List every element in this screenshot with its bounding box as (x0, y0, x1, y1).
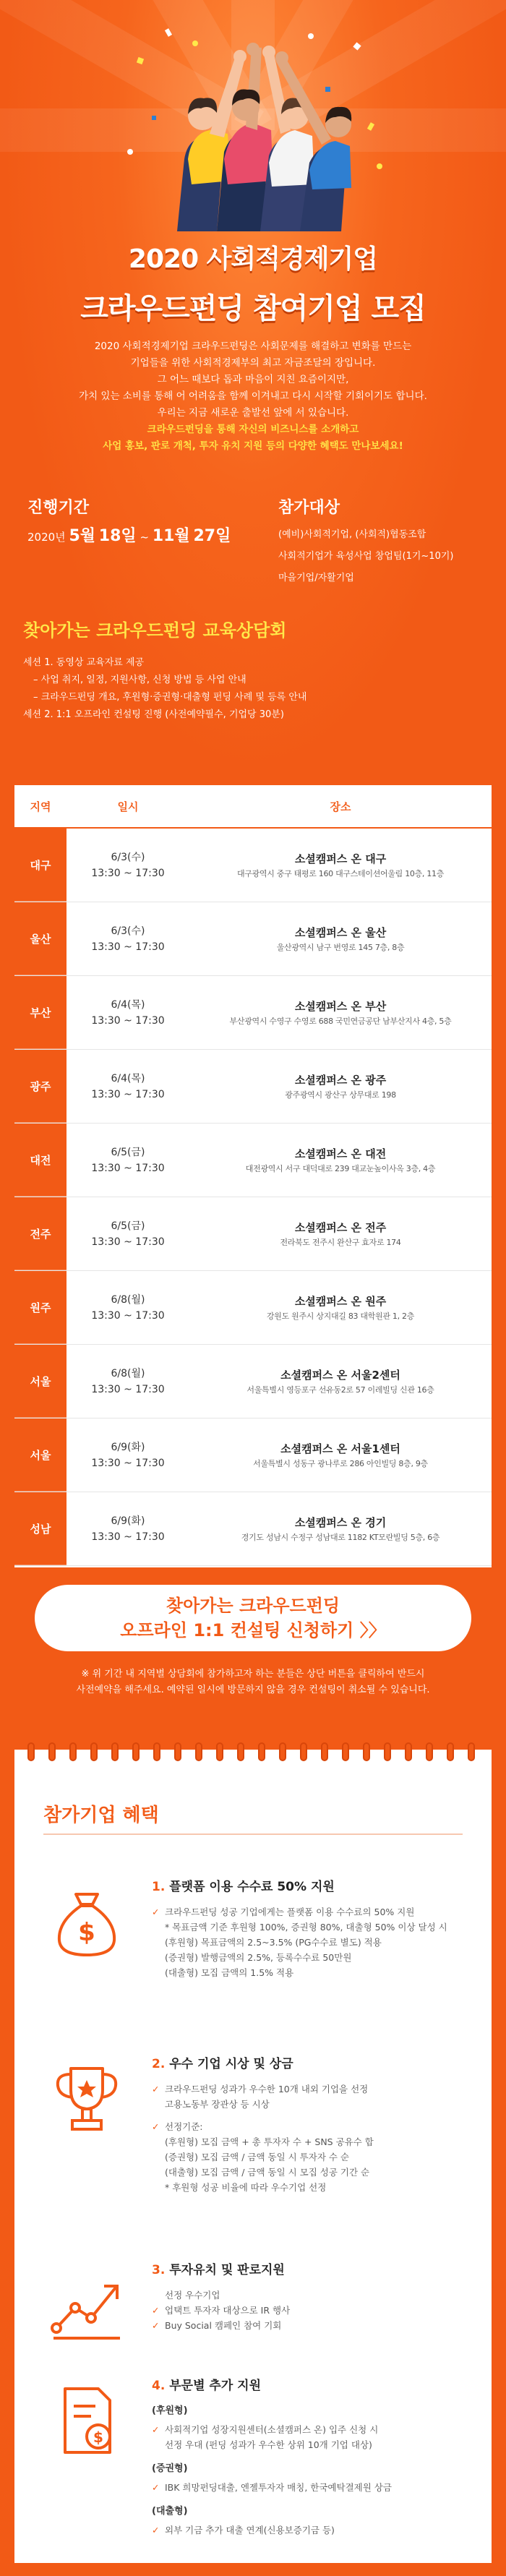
benefit-group-label: (증권형) (152, 2463, 188, 2474)
place-cell (189, 902, 492, 975)
place-cell (189, 1492, 492, 1565)
intro-line: 그 어느 때보다 돕과 마음이 지친 요즘이지만, (157, 374, 349, 385)
datetime-cell (67, 829, 189, 902)
region-cell: 전주 (14, 1197, 67, 1270)
period-value (27, 523, 231, 546)
benefit-title: 부문별 추가 지원 (169, 2379, 262, 2393)
education-session2: 세션 2. 1:1 오프라인 컨설팅 진행 (사전예약필수, 기업당 30분) (23, 709, 284, 720)
datetime-cell (67, 1492, 189, 1565)
binder-ring (405, 1742, 412, 1761)
benefit-line: 고용노동부 장관상 등 시상 (165, 2099, 270, 2110)
place-cell (189, 1345, 492, 1418)
intro-highlight: 사업 홍보, 판로 개척, 투자 유치 지원 등의 다양한 혜택도 만나보세요! (103, 440, 403, 452)
consulting-apply-button[interactable] (35, 1585, 471, 1651)
datetime-cell (67, 1197, 189, 1270)
binder-rings (27, 1742, 479, 1764)
place-name: 소셜캠퍼스 온 대구 (294, 852, 387, 865)
intro-line: 가치 있는 소비를 통해 어 어려움을 함께 이겨내고 다시 시작할 기회이기도 합니다. (79, 390, 427, 402)
table-row (14, 1492, 492, 1566)
place-name: 소셜캠퍼스 온 원주 (294, 1294, 387, 1308)
place-address: 서울특별시 영등포구 선유동2로 57 이레빌딩 신관 16층 (246, 1385, 434, 1395)
place-name: 소셜캠퍼스 온 부산 (294, 999, 387, 1013)
benefit-line: 선정 우수기업 (165, 2290, 220, 2301)
place-address: 서울특별시 성동구 광나루로 286 아인빌딩 8층, 9층 (253, 1458, 428, 1468)
place-address: 강원도 원주시 상지대길 83 대학원관 1, 2층 (266, 1311, 415, 1321)
time-text: 13:30 ~ 17:30 (91, 1088, 165, 1100)
benefit-number: 4. (152, 2379, 166, 2393)
intro-highlight: 크라우드펀딩을 통해 자신의 비즈니스를 소개하고 (147, 424, 359, 435)
trophy-icon (43, 2055, 130, 2142)
table-row (14, 1271, 492, 1345)
table-row (14, 1418, 492, 1492)
benefit-line: (대출형) 모집 금액 / 금액 동일 시 모집 성공 기간 순 (165, 2167, 370, 2178)
target-heading: 참가대상 (278, 499, 340, 517)
benefit-title: 투자유치 및 판로지원 (169, 2263, 285, 2277)
time-text: 13:30 ~ 17:30 (91, 1162, 165, 1174)
table-row (14, 902, 492, 976)
column-header-region: 지역 (30, 800, 51, 813)
period-heading: 진행기간 (27, 499, 90, 517)
binder-ring (174, 1742, 181, 1761)
time-text: 13:30 ~ 17:30 (91, 867, 165, 879)
divider (43, 1833, 463, 1835)
binder-ring (384, 1742, 391, 1761)
binder-ring (153, 1742, 160, 1761)
binder-ring (48, 1742, 56, 1761)
datetime-cell (67, 902, 189, 975)
benefit-line: * 목표금액 기준 후원형 100%, 증권형 80%, 대출형 50% 이상 달성 시 (165, 1922, 447, 1933)
binder-ring (342, 1742, 349, 1761)
place-cell (189, 1271, 492, 1344)
time-text: 13:30 ~ 17:30 (91, 1457, 165, 1469)
benefit-number: 1. (152, 1880, 166, 1894)
period-end-month: 11월 (152, 527, 190, 545)
binder-ring (363, 1742, 370, 1761)
table-row (14, 1197, 492, 1271)
datetime-cell (67, 1345, 189, 1418)
region-cell: 서울 (14, 1418, 67, 1492)
intro-line: 기업들을 위한 사회적경제부의 최고 자금조달의 장입니다. (130, 357, 376, 369)
place-address: 광주광역시 광산구 상무대로 198 (285, 1090, 396, 1100)
place-name: 소셜캠퍼스 온 대전 (294, 1147, 387, 1160)
target-item: 사회적기업가 육성사업 창업팀(1기~10기) (278, 551, 454, 562)
place-cell (189, 1050, 492, 1123)
time-text: 13:30 ~ 17:30 (91, 1383, 165, 1395)
place-name: 소셜캠퍼스 온 광주 (294, 1073, 387, 1087)
place-address: 대전광역시 서구 대덕대로 239 대교눈높이사옥 3층, 4층 (245, 1163, 436, 1173)
check-icon: ✓ (152, 1907, 160, 1917)
place-name: 소셜캠퍼스 온 울산 (294, 925, 387, 939)
region-cell: 원주 (14, 1271, 67, 1344)
region-cell: 서울 (14, 1345, 67, 1418)
reservation-notice (22, 1666, 484, 1698)
target-item: (예비)사회적기업, (사회적)협동조합 (278, 529, 426, 540)
benefit-line: (대출형) 모집 금액의 1.5% 적용 (165, 1967, 294, 1978)
benefit-details (152, 2480, 463, 2495)
binder-ring (237, 1742, 244, 1761)
table-row (14, 976, 492, 1050)
place-cell (189, 976, 492, 1049)
check-icon: ✓ (152, 2525, 160, 2536)
place-name: 소셜캠퍼스 온 경기 (294, 1515, 387, 1529)
place-address: 전라북도 전주시 완산구 효자로 174 (280, 1237, 401, 1247)
place-address: 경기도 성남시 수정구 성남대로 1182 KT모란빌딩 5층, 6층 (241, 1532, 440, 1542)
table-row (14, 829, 492, 902)
date-text: 6/3(수) (111, 851, 145, 863)
date-text: 6/8(월) (111, 1367, 145, 1379)
binder-ring (90, 1742, 98, 1761)
intro-line: 우리는 지금 새로운 출발선 앞에 서 있습니다. (157, 407, 349, 419)
binder-ring (27, 1742, 35, 1761)
place-address: 부산광역시 수영구 수영로 688 국민연금공단 남부산지사 4층, 5층 (229, 1016, 452, 1026)
check-icon: ✓ (152, 2084, 160, 2094)
datetime-cell (67, 976, 189, 1049)
people-highfive-illustration (108, 14, 398, 231)
benefit-details (152, 2081, 463, 2195)
benefit-line: ✓ 크라우드펀딩 성공 기업에게는 플랫폼 이용 수수료의 50% 지원 (152, 1904, 463, 1920)
binder-ring (279, 1742, 286, 1761)
place-cell (189, 1197, 492, 1270)
table-row (14, 1345, 492, 1418)
place-name: 소셜캠퍼스 온 서울2센터 (280, 1368, 400, 1382)
benefit-number: 2. (152, 2057, 166, 2071)
column-header-place: 장소 (330, 800, 351, 813)
period-end-day: 27일 (193, 527, 231, 545)
document-money-icon (43, 2377, 130, 2464)
cta-line2: 오프라인 1:1 컨설팅 신청하기 〉〉 (120, 1620, 386, 1640)
date-text: 6/4(목) (111, 1072, 145, 1084)
period-tilde: ~ (140, 531, 150, 544)
benefit-title: 우수 기업 시상 및 상금 (169, 2057, 293, 2071)
binder-ring (216, 1742, 223, 1761)
date-text: 6/9(화) (111, 1441, 145, 1453)
region-cell: 울산 (14, 902, 67, 975)
region-cell: 광주 (14, 1050, 67, 1123)
benefit-line: ✓ 업택트 투자자 대상으로 IR 행사 (152, 2303, 463, 2318)
benefit-details (152, 2422, 463, 2452)
binder-ring (69, 1742, 77, 1761)
binder-ring (300, 1742, 307, 1761)
schedule-table (14, 785, 492, 1567)
region-cell: 성남 (14, 1492, 67, 1565)
datetime-cell (67, 1271, 189, 1344)
education-heading: 찾아가는 크라우드펀딩 교육상담회 (23, 620, 287, 641)
benefit-line: ✓ 외부 기금 추가 대출 연계(신용보증기금 등) (152, 2522, 463, 2538)
benefit-number: 3. (152, 2263, 166, 2277)
binder-ring (426, 1742, 433, 1761)
svg-text:$: $ (93, 2429, 103, 2446)
page-title-line2: 크라우드펀딩 참여기업 모집 (80, 292, 426, 325)
page-title-line1: 2020 사회적경제기업 (128, 244, 378, 274)
intro-text (29, 338, 477, 455)
benefit-details (152, 2288, 463, 2333)
education-session1: 세션 1. 동영상 교육자료 제공 (23, 657, 145, 668)
time-text: 13:30 ~ 17:30 (91, 1014, 165, 1027)
binder-ring (321, 1742, 328, 1761)
time-text: 13:30 ~ 17:30 (91, 941, 165, 953)
region-cell: 대전 (14, 1124, 67, 1197)
place-name: 소셜캠퍼스 온 서울1센터 (280, 1442, 400, 1455)
education-body (23, 654, 486, 724)
time-text: 13:30 ~ 17:30 (91, 1531, 165, 1543)
time-text: 13:30 ~ 17:30 (91, 1309, 165, 1322)
money-bag-icon (43, 1878, 130, 1965)
date-text: 6/4(목) (111, 998, 145, 1011)
binder-ring (195, 1742, 202, 1761)
intro-line: 2020 사회적경제기업 크라우드펀딩은 사회문제를 해결하고 변화를 만드는 (94, 341, 412, 352)
benefit-details (152, 2522, 463, 2538)
target-item: 마을기업/자활기업 (278, 573, 354, 583)
education-session1-sub: – 사업 취지, 일정, 지원사항, 신청 방법 등 사업 안내 (33, 675, 246, 685)
datetime-cell (67, 1418, 189, 1492)
education-session1-sub: – 크라우드펀딩 개요, 후원형·증권형·대출형 펀딩 사례 및 등록 안내 (33, 692, 307, 703)
table-row (14, 1050, 492, 1124)
date-text: 6/9(화) (111, 1515, 145, 1527)
notice-line: 사전예약을 해주세요. 예약된 일시에 방문하지 않을 경우 컨설팅이 취소될 수 있습니다. (76, 1685, 430, 1695)
table-row (14, 1124, 492, 1197)
region-cell: 부산 (14, 976, 67, 1049)
benefit-line: (후원형) 모집 금액 + 총 투자자 수 + SNS 공유수 합 (165, 2136, 374, 2147)
check-icon: ✓ (152, 2424, 160, 2435)
table-body (14, 829, 492, 1566)
binder-ring (111, 1742, 119, 1761)
datetime-cell (67, 1050, 189, 1123)
benefits-heading: 참가기업 혜택 (43, 1805, 159, 1826)
svg-text:$: $ (78, 1918, 95, 1947)
benefit-title: 플랫폼 이용 수수료 50% 지원 (169, 1880, 335, 1894)
benefit-line: (증권형) 발행금액의 2.5%, 등록수수료 50만원 (165, 1952, 352, 1963)
benefit-line: (후원형) 목표금액의 2.5~3.5% (PG수수료 별도) 적용 (165, 1937, 382, 1948)
target-list (278, 524, 453, 589)
check-icon: ✓ (152, 2121, 160, 2132)
benefit-line: ✓ IBK 희망펀딩대출, 엔젤투자자 매칭, 한국예탁결제원 상금 (152, 2480, 463, 2495)
notice-line: ※ 위 기간 내 지역별 상담회에 참가하고자 하는 분들은 상단 버튼을 클릭하여 반드시 (81, 1669, 425, 1679)
place-cell (189, 1124, 492, 1197)
period-year: 2020년 (27, 531, 66, 544)
benefit-line: (증권형) 모집 금액 / 금액 동일 시 투자자 수 순 (165, 2152, 350, 2162)
place-address: 울산광역시 남구 번영로 145 7층, 8층 (276, 942, 405, 952)
benefit-line: * 후원형 성공 비율에 따라 우수기업 선정 (165, 2182, 327, 2193)
benefit-line: 선정 우대 (펀딩 성과가 우수한 상위 10개 기업 대상) (165, 2439, 372, 2450)
column-header-datetime: 일시 (117, 800, 139, 813)
date-text: 6/3(수) (111, 925, 145, 937)
place-name: 소셜캠퍼스 온 전주 (294, 1220, 387, 1234)
place-address: 대구광역시 중구 태평로 160 대구스테이션어울림 10층, 11층 (236, 868, 445, 878)
check-icon: ✓ (152, 2482, 160, 2493)
check-icon: ✓ (152, 2305, 160, 2316)
benefit-group-label: (후원형) (152, 2405, 188, 2416)
place-cell (189, 1418, 492, 1492)
benefit-line: ✓ 사회적기업 성장지원센터(소셜캠퍼스 온) 입주 신청 시 (152, 2422, 463, 2437)
table-header (14, 785, 492, 829)
binder-ring (468, 1742, 475, 1761)
period-start-month: 5월 (69, 527, 96, 545)
hero-section (0, 0, 506, 781)
benefit-group-label: (대출형) (152, 2506, 188, 2517)
benefit-line: ✓ 크라우드펀딩 성과가 우수한 10개 내외 기업을 선정 (152, 2081, 463, 2097)
time-text: 13:30 ~ 17:30 (91, 1236, 165, 1248)
growth-chart-icon (43, 2262, 130, 2348)
cta-line1: 찾아가는 크라우드펀딩 (166, 1596, 340, 1616)
binder-ring (447, 1742, 454, 1761)
benefit-details (152, 1904, 463, 1980)
benefits-card (14, 1750, 492, 2563)
binder-ring (132, 1742, 140, 1761)
benefit-line: ✓ 선정기준: (152, 2119, 463, 2134)
date-text: 6/8(월) (111, 1293, 145, 1306)
date-text: 6/5(금) (111, 1146, 145, 1158)
datetime-cell (67, 1124, 189, 1197)
date-text: 6/5(금) (111, 1220, 145, 1232)
benefit-line: ✓ Buy Social 캠페인 참여 기회 (152, 2318, 463, 2333)
region-cell: 대구 (14, 829, 67, 902)
check-icon: ✓ (152, 2320, 160, 2331)
place-cell (189, 829, 492, 902)
binder-ring (258, 1742, 265, 1761)
period-start-day: 18일 (98, 527, 137, 545)
